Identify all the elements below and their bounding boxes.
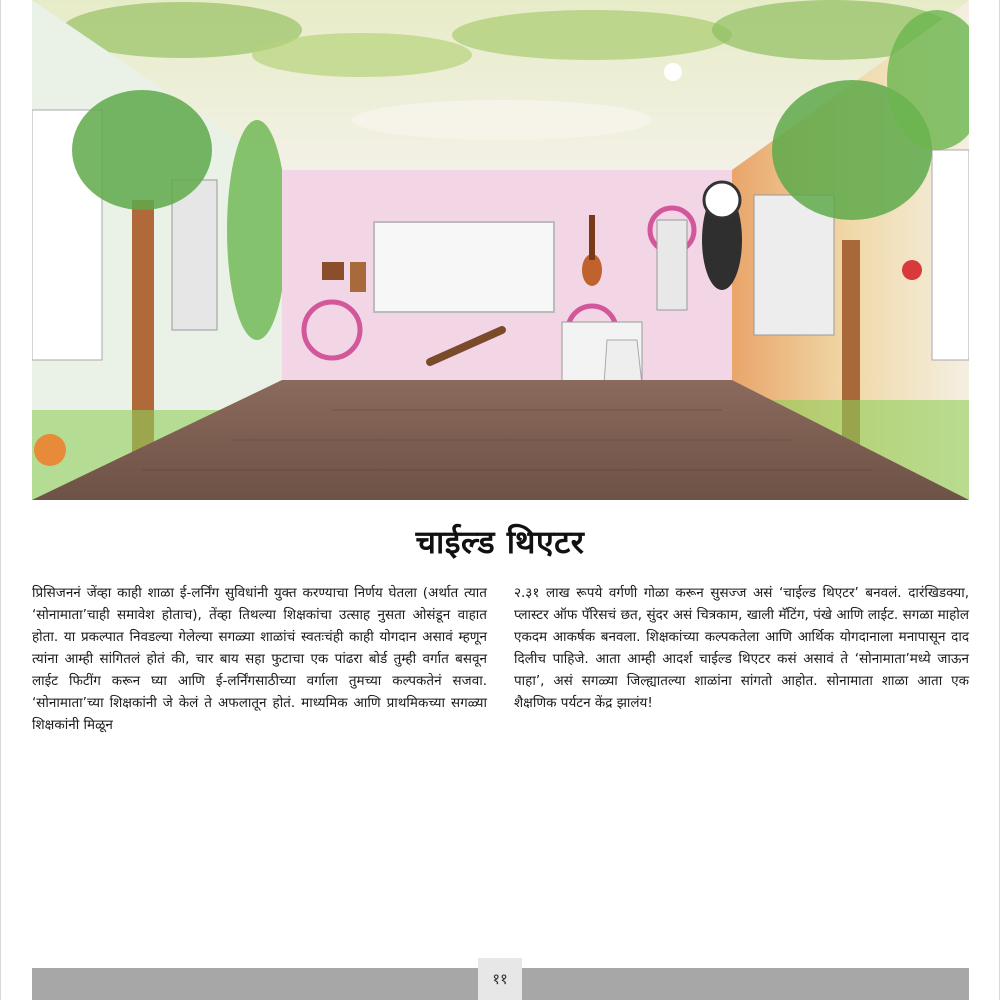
whiteboard xyxy=(374,222,554,312)
page-edge-left xyxy=(0,0,1,1000)
classroom-illustration xyxy=(32,0,969,500)
page-number: ११ xyxy=(478,958,522,1000)
article-column-right: २.३१ लाख रूपये वर्गणी गोळा करून सुसज्ज असं ‘चाईल्ड थिएटर’ बनवलं. दारंखिडक्या, प्लास्टर ऑफ पॅरिसचं छत, सुंदर असं चित्रकाम, खाली मॅटिंग, पंखे आणि लाईट. सगळा माहोल एकदम आकर्षक बनवला. शिक्षकांच्या कल्पकतेला आणि आर्थिक योगदानाला मनापासून दाद दिलीच पाहिजे. आता आम्ही आदर्श चाईल्ड थिएटर कसं असावं ते ‘सोनामाता’मध्ये जाऊन पाहा’, असं सगळ्या जिल्ह्यातल्या शाळांना सांगतो आहोत. सोनामाता शाळा आता एक शैक्षणिक पर्यटन केंद्र झालंय! xyxy=(514,585,969,711)
child-theatre-classroom-photo xyxy=(32,0,969,500)
article-column-left: प्रिसिजननं जेंव्हा काही शाळा ई-लर्निंग सुविधांनी युक्त करण्याचा निर्णय घेतला (अर्थात त्यात ‘सोनामाता’चाही समावेश होताच), तेंव्हा तिथल्या शिक्षकांचा उत्साह नुसता ओसंडून वाहात होता. या प्रकल्पात निवडल्या गेलेल्या सगळ्या शाळांचं स्वतःचंही काही योगदान असावं म्हणून त्यांना आम्ही सांगितलं होतं की, चार बाय सहा फुटाचा एक पांढरा बोर्ड तुम्ही वर्गात बसवून लाईट फिटींग करून घ्या आणि ई-लर्निंगसाठीच्या वर्गाला तुमच्या कल्पकतेनं सजवा. ‘सोनामाता’च्या शिक्षकांनी जे केलं ते अफलातून होतं. माध्यमिक आणि प्राथमिकच्या सगळ्या शिक्षकांनी मिळून xyxy=(32,585,487,733)
article-title: चाईल्ड थिएटर xyxy=(415,523,585,561)
